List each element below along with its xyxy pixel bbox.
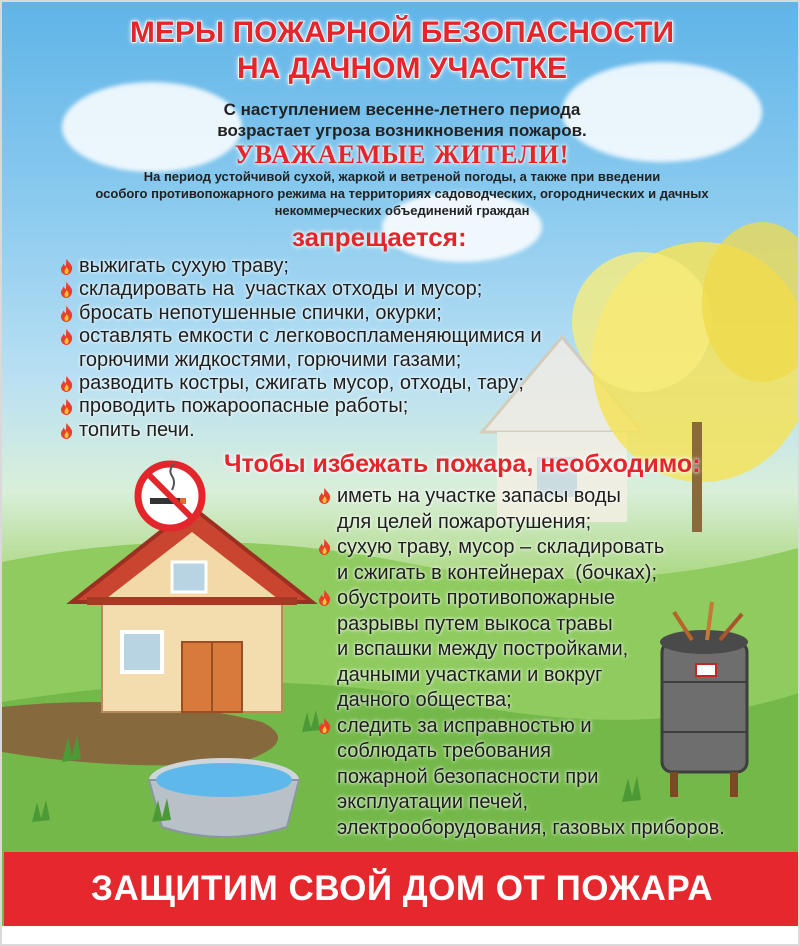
intro-line-1: С наступлением весенне-летнего периода — [223, 100, 581, 119]
list-item-text: разрывы путем выкоса травы — [337, 612, 613, 635]
list-item — [60, 372, 542, 395]
list-item-text: пожарной безопасности при — [337, 765, 599, 788]
list-item-text: и вспашки между постройками, — [337, 638, 629, 660]
footer-banner — [4, 852, 800, 926]
list-item-text: для целей пожаротушения; — [337, 510, 592, 533]
required-list — [318, 484, 725, 841]
period-line-1: На период устойчивой сухой, жаркой и ветреной погоды, а также при введении — [143, 169, 661, 184]
list-item-text: оставлять емкости с легковоспламеняющимися и — [79, 325, 542, 348]
flame-icon — [60, 259, 73, 275]
list-item — [60, 255, 542, 278]
list-item — [318, 535, 725, 586]
list-item-text: бросать непотушенные спички, окурки; — [79, 301, 442, 324]
water-basin — [149, 758, 299, 837]
list-item — [60, 395, 542, 418]
list-item-text: складировать на участках отходы и мусор; — [79, 278, 483, 301]
title-line-1: МЕРЫ ПОЖАРНОЙ БЕЗОПАСНОСТИ — [129, 16, 675, 49]
flame-icon — [60, 423, 73, 439]
list-item-text: электрооборудования, газовых приборов. — [337, 816, 725, 839]
intro-line-2: возрастает угроза возникновения пожаров. — [217, 121, 587, 140]
list-item-text: иметь на участке запасы воды — [337, 485, 621, 507]
list-item-text: дачными участками и вокруг — [337, 663, 603, 686]
flame-icon — [318, 590, 331, 606]
flame-icon — [60, 329, 73, 345]
list-item — [318, 714, 725, 842]
list-item — [60, 278, 542, 301]
list-item-text: разводить костры, сжигать мусор, отходы, тару; — [79, 372, 524, 395]
period-line-3: некоммерческих объединений граждан — [274, 203, 530, 218]
flame-icon — [60, 306, 73, 322]
flame-icon — [318, 718, 331, 734]
flame-icon — [318, 539, 331, 555]
flame-icon — [60, 282, 73, 298]
list-item-text: выжигать сухую траву; — [79, 255, 289, 277]
list-item — [60, 419, 542, 442]
list-item-text: обустроить противопожарные — [337, 587, 616, 609]
bottom-margin — [2, 926, 800, 946]
prohibited-list — [60, 255, 542, 442]
list-item-text: топить печи. — [79, 418, 195, 441]
list-item-text: сухую траву, мусор – складировать — [337, 536, 665, 558]
list-item-text: эксплуатации печей, — [337, 791, 529, 813]
flame-icon — [60, 376, 73, 392]
list-item-text: соблюдать требования — [337, 740, 551, 762]
flame-icon — [318, 488, 331, 504]
no-smoking-sign-icon — [138, 464, 202, 528]
list-item — [60, 302, 542, 325]
list-item — [318, 484, 725, 535]
list-item — [60, 325, 542, 372]
period-line-2: особого противопожарного режима на территориях садоводческих, огороднических и дачных — [95, 186, 709, 201]
list-item-text: и сжигать в контейнерах (бочках); — [337, 561, 658, 584]
footer-banner-text: ЗАЩИТИМ СВОЙ ДОМ ОТ ПОЖАРА — [91, 869, 713, 908]
flame-icon — [60, 399, 73, 415]
list-item-text: проводить пожароопасные работы; — [79, 395, 409, 418]
list-item — [318, 586, 725, 714]
list-item-text: дачного общества; — [337, 689, 512, 711]
prohibited-heading: запрещается: — [292, 222, 467, 252]
respect-heading: УВАЖАЕМЫЕ ЖИТЕЛИ! — [234, 140, 570, 169]
title-line-2: НА ДАЧНОМ УЧАСТКЕ — [236, 52, 568, 85]
list-item-text: следить за исправностью и — [337, 714, 592, 737]
list-item-text: горючими жидкостями, горючими газами; — [79, 348, 462, 371]
required-heading: Чтобы избежать пожара, необходимо: — [224, 450, 701, 478]
house-illustration — [72, 507, 312, 712]
